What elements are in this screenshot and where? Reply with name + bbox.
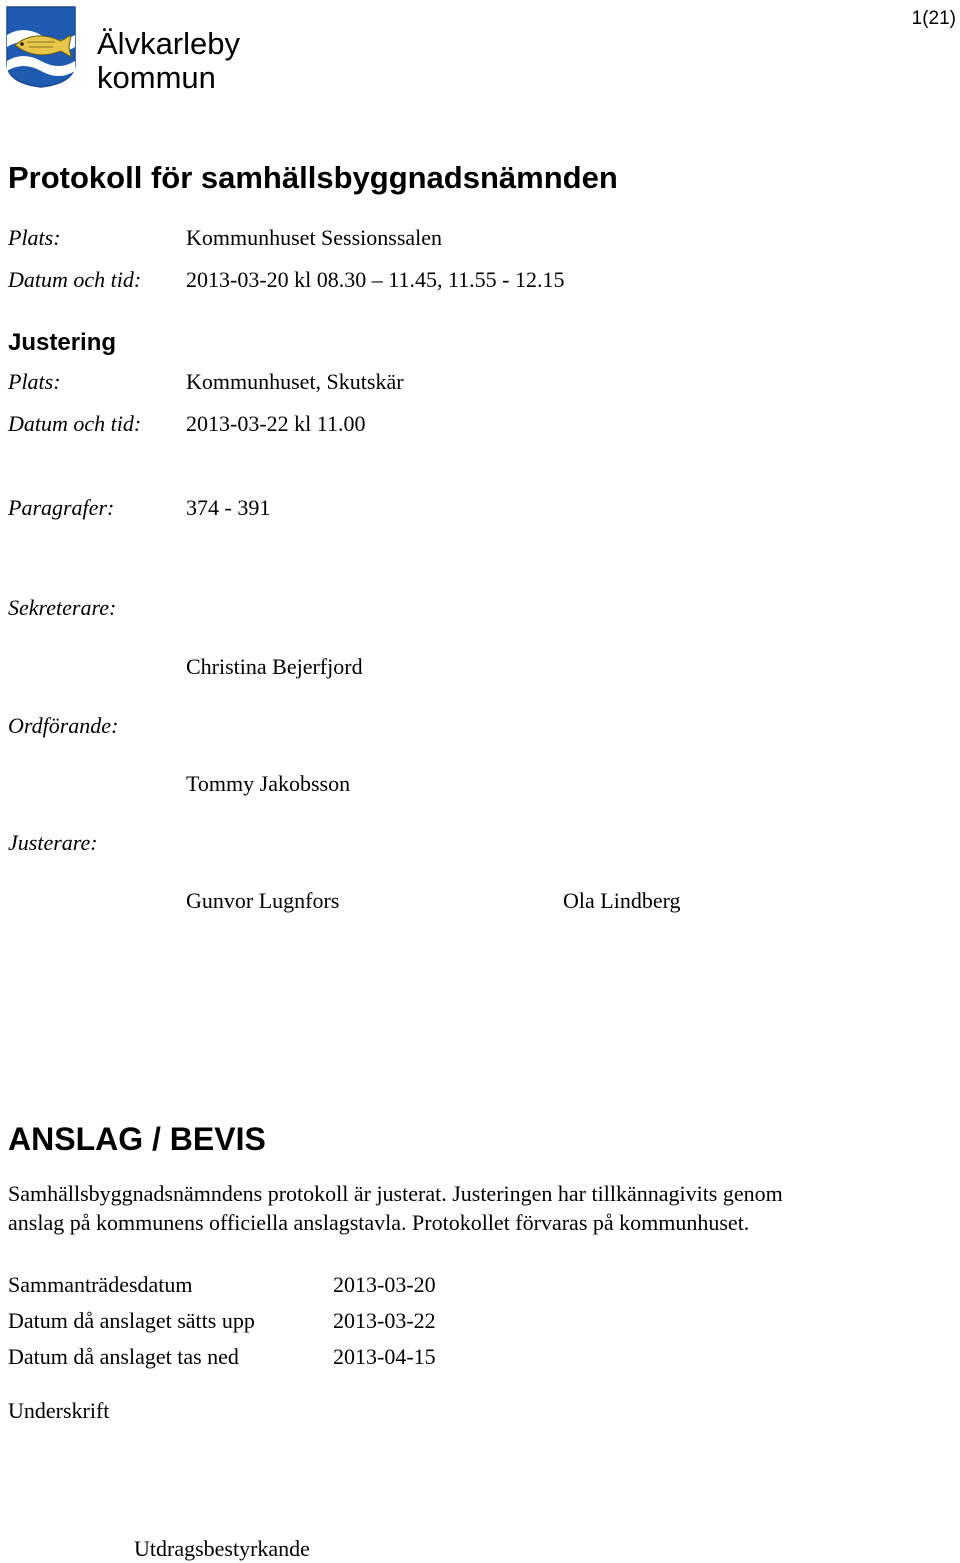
meeting-datetime-label: Datum och tid: — [8, 267, 142, 292]
adjustment-heading: Justering — [8, 329, 117, 356]
notice-row-value: 2013-03-20 — [333, 1272, 436, 1297]
notice-row-label: Sammanträdesdatum — [8, 1272, 193, 1297]
meeting-place-label: Plats: — [8, 225, 61, 250]
paragraphs-label: Paragrafer: — [8, 495, 115, 520]
page-number: 1(21) — [911, 8, 956, 29]
coat-of-arms-salmon-icon — [5, 5, 77, 89]
signature-label: Underskrift — [8, 1398, 110, 1423]
adjusters-label: Justerare: — [8, 830, 98, 855]
notice-text-line1: Samhällsbyggnadsnämndens protokoll är justerat. Justeringen har tillkännagivits genom — [8, 1181, 783, 1206]
notice-row-value: 2013-03-22 — [333, 1308, 436, 1333]
meeting-datetime-value: 2013-03-20 kl 08.30 – 11.45, 11.55 - 12.15 — [186, 267, 565, 292]
adjustment-datetime-label: Datum och tid: — [8, 411, 142, 436]
secretary-label: Sekreterare: — [8, 595, 117, 620]
logo-name-line2: kommun — [97, 60, 216, 95]
chair-name: Tommy Jakobsson — [186, 771, 351, 796]
adjuster-2-name: Ola Lindberg — [563, 888, 681, 913]
adjustment-place-value: Kommunhuset, Skutskär — [186, 369, 404, 394]
adjustment-datetime-value: 2013-03-22 kl 11.00 — [186, 411, 366, 436]
certification-label: Utdragsbestyrkande — [134, 1536, 310, 1561]
adjustment-place-label: Plats: — [8, 369, 61, 394]
secretary-name: Christina Bejerfjord — [186, 654, 363, 679]
notice-row-label: Datum då anslaget sätts upp — [8, 1308, 255, 1333]
meeting-place-value: Kommunhuset Sessionssalen — [186, 225, 443, 250]
notice-heading: ANSLAG / BEVIS — [8, 1121, 266, 1157]
adjuster-1-name: Gunvor Lugnfors — [186, 888, 340, 913]
paragraphs-value: 374 - 391 — [186, 495, 271, 520]
notice-row-label: Datum då anslaget tas ned — [8, 1344, 239, 1369]
notice-text-line2: anslag på kommunens officiella anslagstavla. Protokollet förvaras på kommunhuset. — [8, 1210, 750, 1235]
page-title: Protokoll för samhällsbyggnadsnämnden — [8, 160, 618, 195]
chair-label: Ordförande: — [8, 713, 119, 738]
logo-name-line1: Älvkarleby — [97, 26, 240, 61]
notice-row-value: 2013-04-15 — [333, 1344, 436, 1369]
